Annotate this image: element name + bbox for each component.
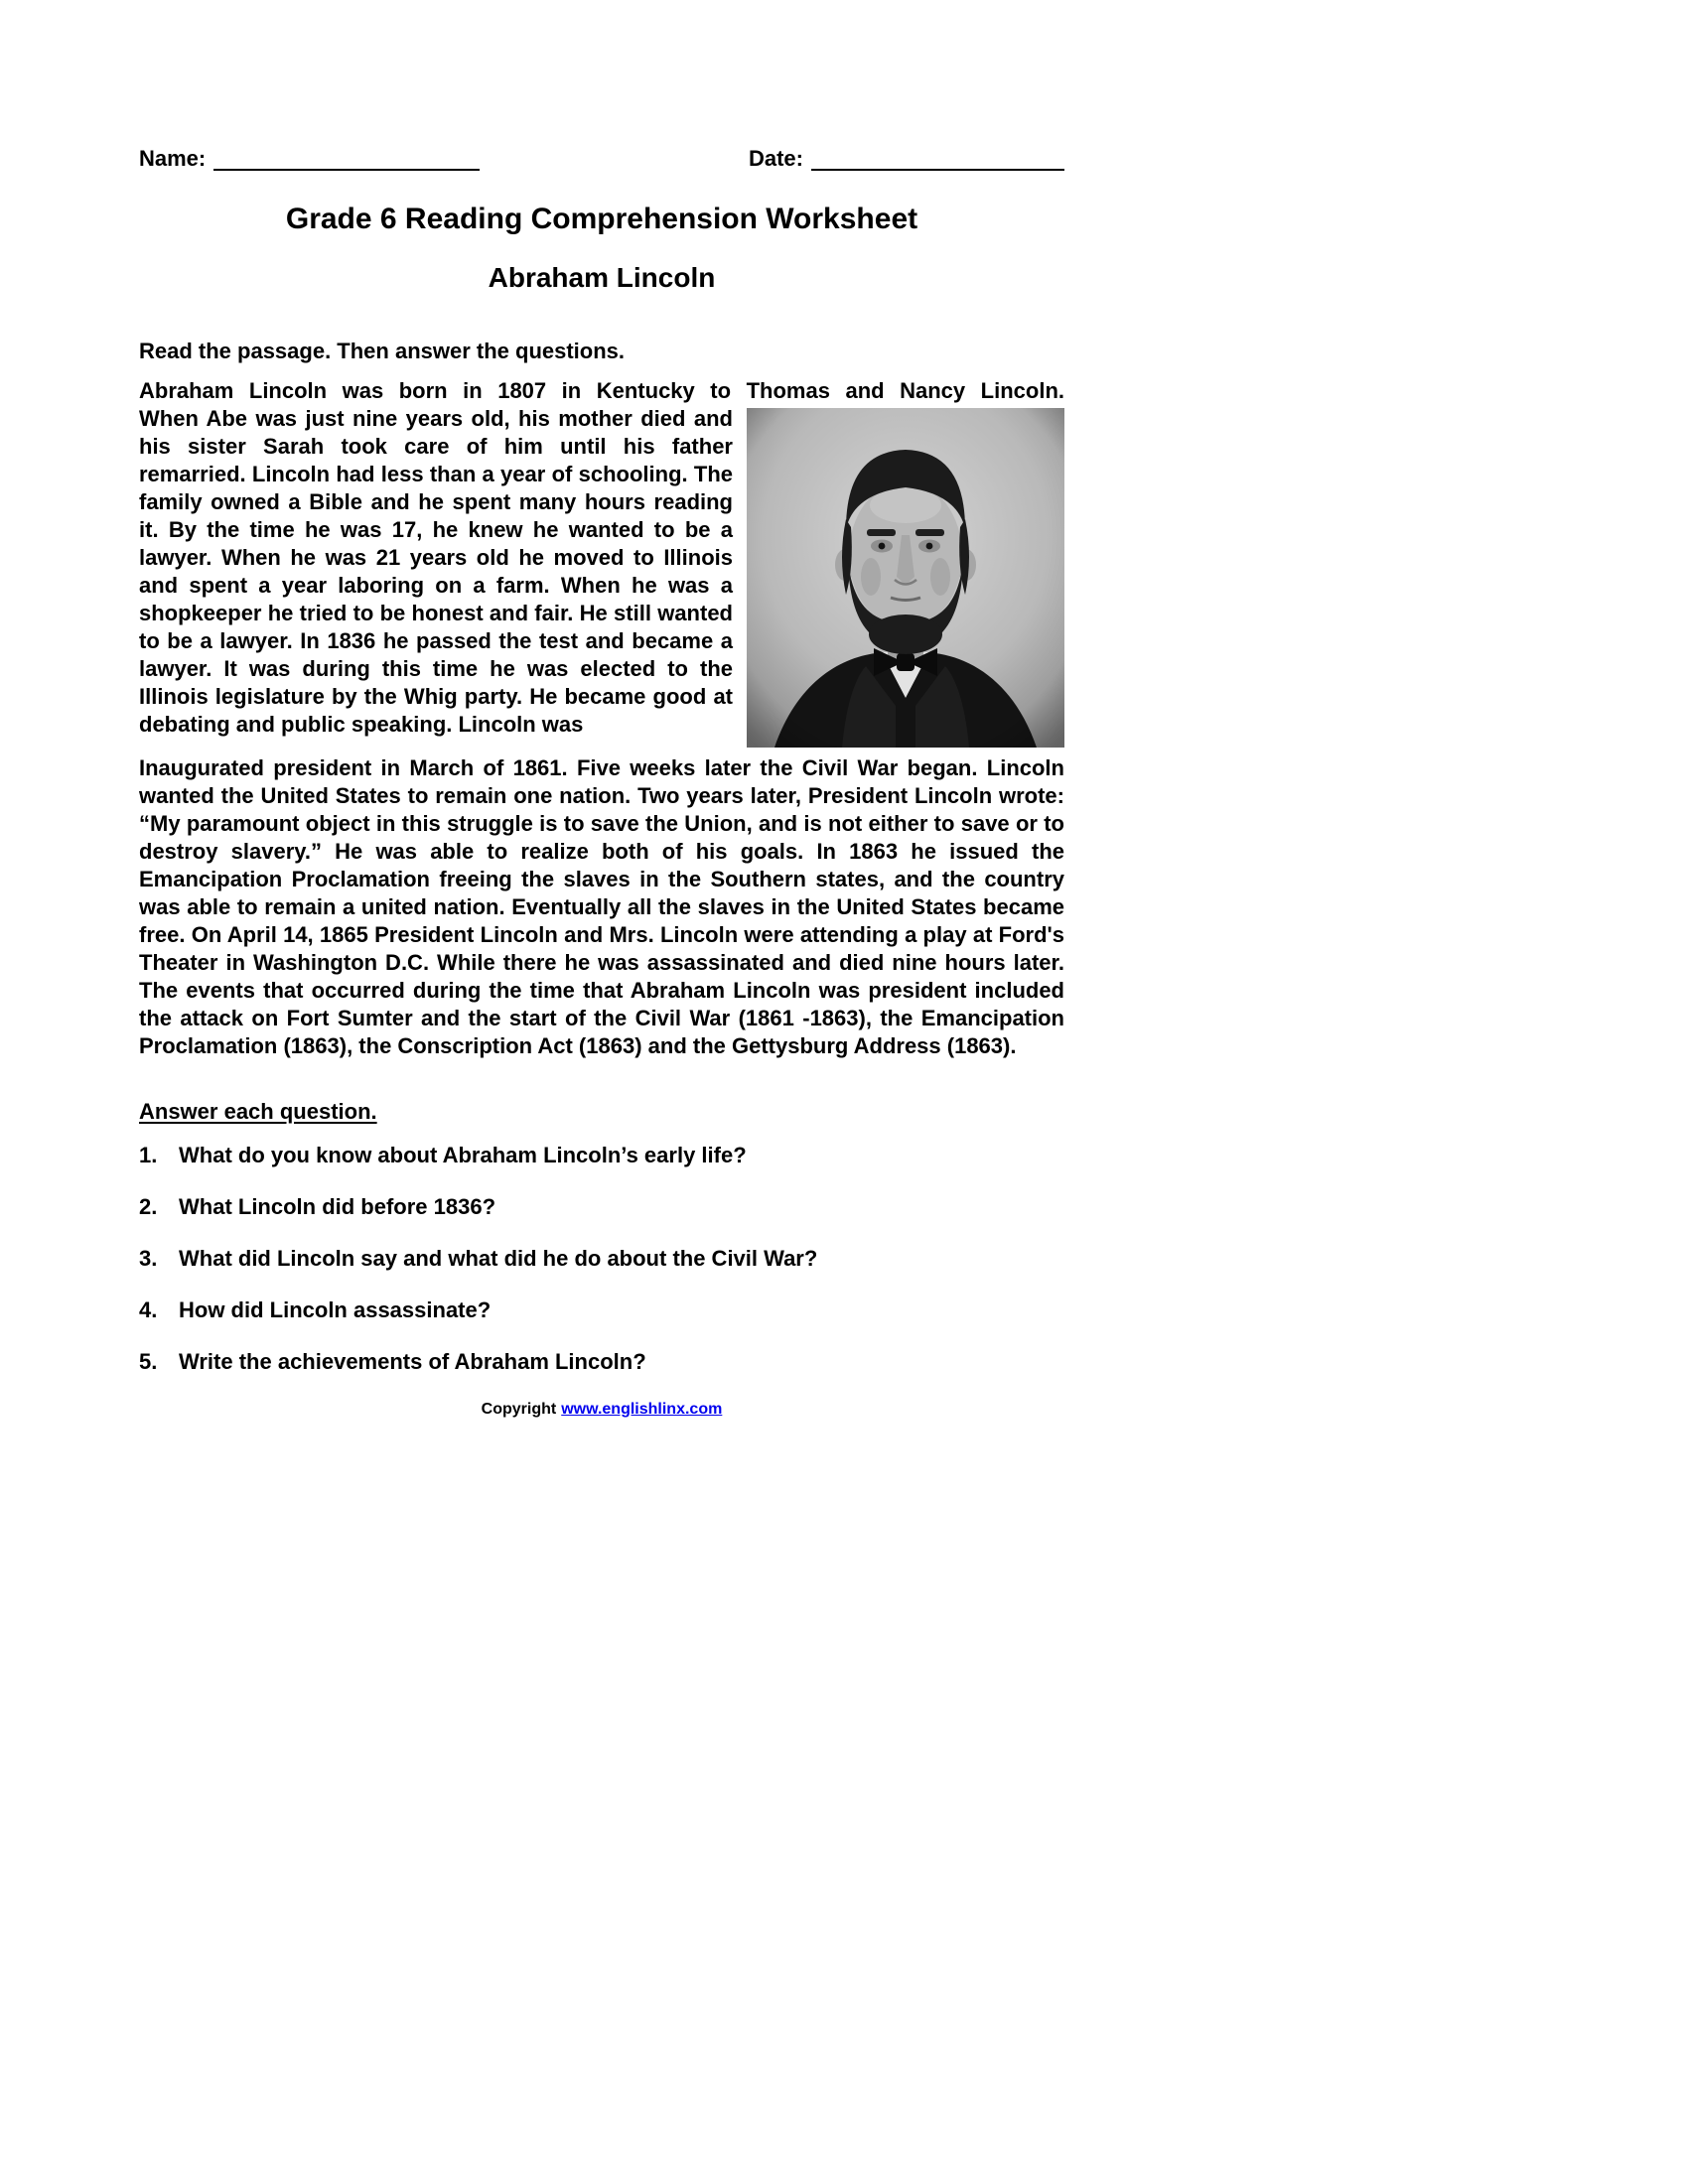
question-number: 3.: [139, 1246, 158, 1271]
question-text: Write the achievements of Abraham Lincoln?: [179, 1349, 646, 1374]
passage: [139, 377, 1064, 1060]
name-label: Name:: [139, 146, 207, 171]
question-item-5: [139, 1348, 1064, 1376]
passage-beside-image: When Abe was just nine years old, his mother died and his sister Sarah took care of him until his father remarried. Lincoln had less than a year of schooling. The family owned a Bible and he spent many hours reading it. By the time he was 17, he knew he wanted to be a lawyer. When he was 21 years old he moved to Illinois and spent a year laboring on a farm. When he was a shopkeeper he tried to be honest and fair. He still wanted to be a lawyer. In 1836 he passed the test and became a lawyer. It was during this time he was elected to the Illinois legislature by the Whig party. He became good at debating and public speaking. Lincoln was: [139, 406, 733, 737]
lincoln-portrait-graphic: [747, 408, 1064, 748]
question-number: 5.: [139, 1349, 158, 1374]
passage-intro: Abraham Lincoln was born in 1807 in Kentucky to Thomas and Nancy Lincoln.: [139, 378, 1064, 403]
question-item-4: [139, 1297, 1064, 1324]
copyright-label: Copyright: [481, 1401, 557, 1418]
date-blank-line[interactable]: [811, 151, 1064, 171]
date-field: [749, 147, 1064, 171]
question-text: What do you know about Abraham Lincoln’s early life?: [179, 1143, 747, 1167]
answer-questions-heading: Answer each question.: [139, 1099, 377, 1124]
date-label: Date:: [748, 146, 803, 171]
worksheet-title: Grade 6 Reading Comprehension Worksheet: [285, 203, 918, 235]
name-date-row: [139, 147, 1064, 171]
worksheet-subtitle: Abraham Lincoln: [488, 262, 716, 293]
passage-below-image: Inaugurated president in March of 1861. Five weeks later the Civil War began. Lincoln wanted the United States to remain one nation. Two years later, President Lincoln wrote: “My paramount object in this struggle is to save the Union, and is not either to save or to destroy slavery.” He was able to realize both of his goals. In 1863 he issued the Emancipation Proclamation freeing the slaves in the Southern states, and the country was able to remain a united nation. Eventually all the slaves in the United States became free. On April 14, 1865 President Lincoln and Mrs. Lincoln were attending a play at Ford's Theater in Washington D.C. While there he was assassinated and died nine hours later. The events that occurred during the time that Abraham Lincoln was president included the attack on Fort Sumter and the start of the Civil War (1861 -1863), the Emancipation Proclamation (1863), the Conscription Act (1863) and the Gettysburg Address (1863).: [139, 755, 1064, 1058]
question-text: How did Lincoln assassinate?: [179, 1297, 492, 1322]
question-item-1: [139, 1142, 1064, 1169]
question-number: 1.: [139, 1143, 158, 1167]
englishlinx-link[interactable]: www.englishlinx.com: [561, 1401, 723, 1418]
question-text: What Lincoln did before 1836?: [179, 1194, 496, 1219]
question-number: 4.: [139, 1297, 158, 1322]
worksheet-content: [139, 147, 1064, 1420]
question-item-2: [139, 1193, 1064, 1221]
copyright-line: [139, 1400, 1064, 1420]
name-field: [139, 147, 480, 171]
name-blank-line[interactable]: [213, 151, 480, 171]
instruction-text: Read the passage. Then answer the questions.: [139, 339, 626, 363]
question-item-3: [139, 1245, 1064, 1273]
questions-list: [139, 1142, 1064, 1376]
question-number: 2.: [139, 1194, 158, 1219]
question-text: What did Lincoln say and what did he do about the Civil War?: [179, 1246, 818, 1271]
passage-wrap-section: [139, 405, 1064, 754]
lincoln-portrait: [747, 408, 1064, 748]
